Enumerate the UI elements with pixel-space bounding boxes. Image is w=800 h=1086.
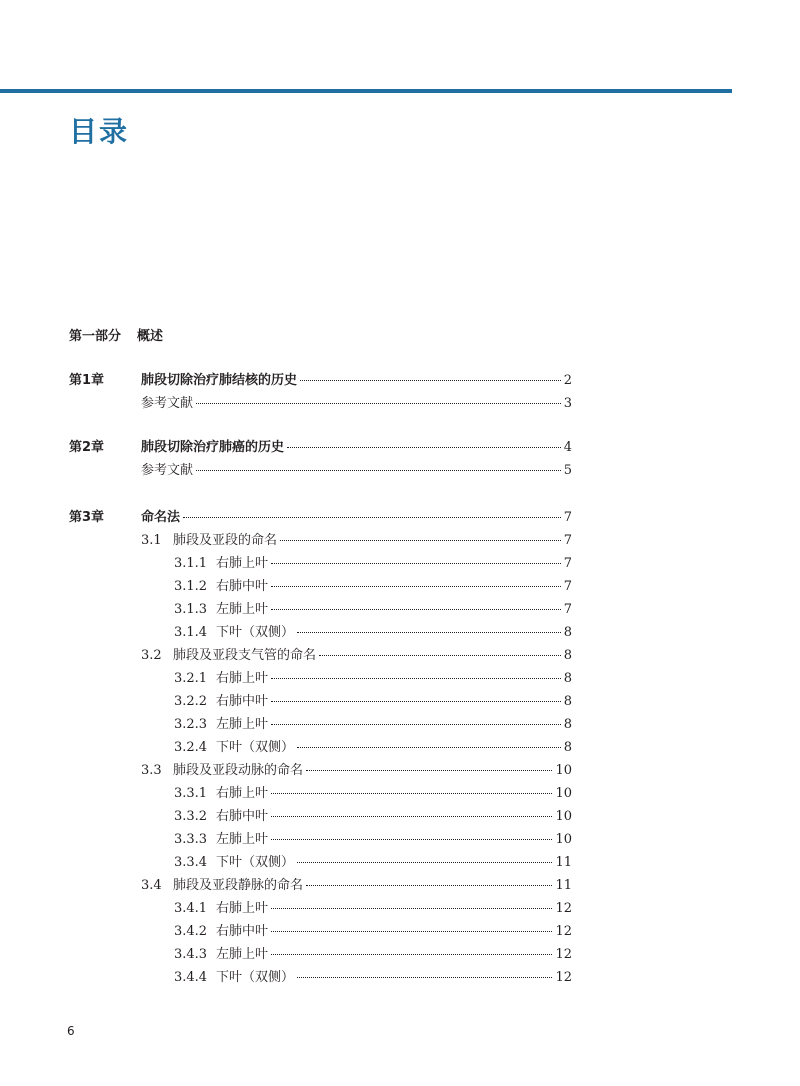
entry-number: 3.3.4 <box>174 855 208 870</box>
entry-page: 10 <box>555 786 572 801</box>
toc-subsection-row[interactable] <box>174 899 572 919</box>
toc-section-row[interactable] <box>141 761 572 781</box>
chapter-label: 第1章 <box>69 373 105 388</box>
entry-page: 7 <box>563 579 572 594</box>
toc-subsection-row[interactable] <box>174 623 572 643</box>
entry-page: 8 <box>563 648 572 663</box>
dot-leader <box>271 908 552 909</box>
entry-number: 3.2.4 <box>174 740 208 755</box>
entry-title: 参考文献 <box>141 396 194 411</box>
entry-title: 下叶（双侧） <box>216 625 295 640</box>
dot-leader <box>271 931 552 932</box>
entry-page: 8 <box>563 671 572 686</box>
dot-leader <box>271 793 552 794</box>
dot-leader <box>300 380 561 381</box>
entry-title: 肺段切除治疗肺癌的历史 <box>141 440 285 455</box>
entry-title: 左肺上叶 <box>216 602 269 617</box>
entry-page: 7 <box>563 556 572 571</box>
entry-page: 7 <box>563 602 572 617</box>
dot-leader <box>319 655 561 656</box>
part-title: 概述 <box>137 329 164 344</box>
dot-leader <box>196 403 561 404</box>
entry-page: 11 <box>555 855 572 870</box>
toc-section-row[interactable] <box>141 531 572 551</box>
toc-subsection-row[interactable] <box>174 554 572 574</box>
toc-refs-row[interactable] <box>141 461 572 481</box>
dot-leader <box>297 862 552 863</box>
entry-number: 3.1.4 <box>174 625 208 640</box>
entry-page: 7 <box>563 533 572 548</box>
toc-subsection-row[interactable] <box>174 738 572 758</box>
toc-chapter-row[interactable] <box>141 371 572 391</box>
entry-title: 右肺上叶 <box>216 556 269 571</box>
page-title: 目录 <box>69 115 130 148</box>
entry-page: 3 <box>563 396 572 411</box>
entry-page: 5 <box>563 463 572 478</box>
entry-title: 肺段及亚段支气管的命名 <box>173 648 317 663</box>
entry-page: 8 <box>563 740 572 755</box>
dot-leader <box>271 954 552 955</box>
entry-number: 3.3.1 <box>174 786 208 801</box>
chapter-label: 第3章 <box>69 510 105 525</box>
dot-leader <box>271 563 561 564</box>
entry-page: 8 <box>563 717 572 732</box>
chapter-label: 第2章 <box>69 440 105 455</box>
toc-chapter-row[interactable] <box>141 438 572 458</box>
entry-title: 肺段及亚段动脉的命名 <box>173 763 304 778</box>
dot-leader <box>183 517 561 518</box>
entry-title: 右肺上叶 <box>216 671 269 686</box>
dot-leader <box>297 632 561 633</box>
entry-number: 3.4.4 <box>174 970 208 985</box>
entry-page: 7 <box>563 510 572 525</box>
entry-page: 10 <box>555 809 572 824</box>
entry-page: 12 <box>555 947 572 962</box>
toc-subsection-row[interactable] <box>174 784 572 804</box>
entry-title: 右肺中叶 <box>216 579 269 594</box>
dot-leader <box>271 701 561 702</box>
entry-title: 下叶（双侧） <box>216 970 295 985</box>
entry-title: 命名法 <box>141 510 181 525</box>
entry-page: 4 <box>563 440 572 455</box>
entry-title: 肺段及亚段的命名 <box>173 533 278 548</box>
entry-number: 3.1.3 <box>174 602 208 617</box>
entry-number: 3.2.1 <box>174 671 208 686</box>
entry-page: 10 <box>555 832 572 847</box>
dot-leader <box>271 816 552 817</box>
entry-number: 3.4 <box>141 878 162 893</box>
toc-subsection-row[interactable] <box>174 853 572 873</box>
dot-leader <box>306 770 552 771</box>
header-rule <box>0 89 732 93</box>
toc-subsection-row[interactable] <box>174 945 572 965</box>
entry-page: 2 <box>563 373 572 388</box>
entry-page: 11 <box>555 878 572 893</box>
entry-number: 3.2 <box>141 648 162 663</box>
entry-title: 右肺中叶 <box>216 694 269 709</box>
dot-leader <box>287 447 561 448</box>
entry-number: 3.1 <box>141 533 162 548</box>
toc-section-row[interactable] <box>141 876 572 896</box>
entry-title: 肺段切除治疗肺结核的历史 <box>141 373 298 388</box>
entry-title: 右肺中叶 <box>216 924 269 939</box>
entry-number: 3.4.1 <box>174 901 208 916</box>
toc-subsection-row[interactable] <box>174 692 572 712</box>
entry-page: 12 <box>555 901 572 916</box>
toc-subsection-row[interactable] <box>174 922 572 942</box>
entry-title: 左肺上叶 <box>216 832 269 847</box>
dot-leader <box>271 609 561 610</box>
dot-leader <box>297 977 552 978</box>
entry-number: 3.2.2 <box>174 694 208 709</box>
entry-number: 3.3 <box>141 763 162 778</box>
toc-subsection-row[interactable] <box>174 715 572 735</box>
toc-chapter-row[interactable] <box>141 508 572 528</box>
entry-title: 右肺上叶 <box>216 901 269 916</box>
dot-leader <box>271 678 561 679</box>
entry-number: 3.1.2 <box>174 579 208 594</box>
dot-leader <box>306 885 552 886</box>
entry-number: 3.3.3 <box>174 832 208 847</box>
dot-leader <box>297 747 561 748</box>
entry-title: 右肺上叶 <box>216 786 269 801</box>
entry-page: 12 <box>555 970 572 985</box>
entry-page: 8 <box>563 625 572 640</box>
entry-page: 8 <box>563 694 572 709</box>
entry-title: 右肺中叶 <box>216 809 269 824</box>
dot-leader <box>280 540 561 541</box>
entry-page: 10 <box>555 763 572 778</box>
entry-title: 肺段及亚段静脉的命名 <box>173 878 304 893</box>
dot-leader <box>196 470 561 471</box>
entry-number: 3.4.3 <box>174 947 208 962</box>
page-number: 6 <box>67 1024 75 1038</box>
entry-page: 12 <box>555 924 572 939</box>
entry-title: 下叶（双侧） <box>216 855 295 870</box>
toc-subsection-row[interactable] <box>174 807 572 827</box>
entry-title: 参考文献 <box>141 463 194 478</box>
entry-title: 下叶（双侧） <box>216 740 295 755</box>
toc-subsection-row[interactable] <box>174 600 572 620</box>
toc-subsection-row[interactable] <box>174 830 572 850</box>
entry-number: 3.3.2 <box>174 809 208 824</box>
entry-number: 3.1.1 <box>174 556 208 571</box>
entry-number: 3.4.2 <box>174 924 208 939</box>
toc-section-row[interactable] <box>141 646 572 666</box>
dot-leader <box>271 586 561 587</box>
entry-number: 3.2.3 <box>174 717 208 732</box>
dot-leader <box>271 724 561 725</box>
dot-leader <box>271 839 552 840</box>
toc-subsection-row[interactable] <box>174 669 572 689</box>
part-label: 第一部分 <box>69 329 122 344</box>
toc-subsection-row[interactable] <box>174 968 572 988</box>
entry-title: 左肺上叶 <box>216 947 269 962</box>
entry-title: 左肺上叶 <box>216 717 269 732</box>
part-heading <box>69 325 163 344</box>
toc-subsection-row[interactable] <box>174 577 572 597</box>
toc-refs-row[interactable] <box>141 394 572 414</box>
